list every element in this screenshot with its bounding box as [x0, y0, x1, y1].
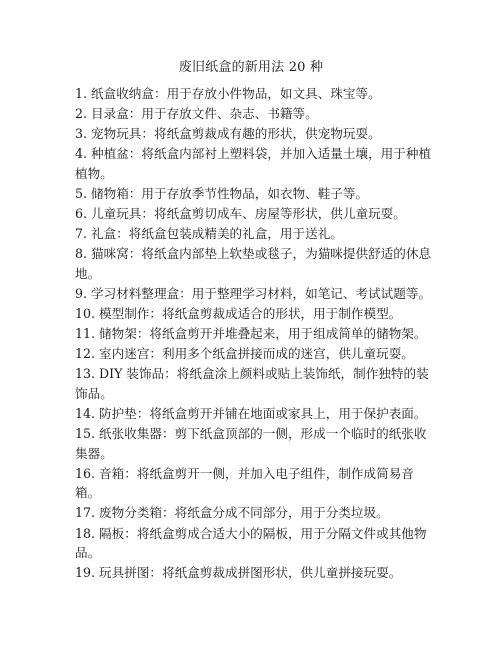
list-item: 11. 储物架：将纸盒剪开并堆叠起来，用于组成简单的储物架。 — [75, 326, 427, 342]
list-item: 8. 猫咪窝：将纸盒内部垫上软垫或毯子，为猫咪提供舒适的休息地。 — [75, 246, 432, 281]
list-item: 10. 模型制作：将纸盒剪裁成适合的形状，用于制作模型。 — [75, 306, 402, 322]
list-item: 13. DIY 装饰品：将纸盒涂上颜料或贴上装饰纸，制作独特的装饰品。 — [75, 366, 429, 401]
list-item: 2. 目录盒：用于存放文件、杂志、书籍等。 — [75, 106, 318, 122]
list-item: 6. 儿童玩具：将纸盒剪切成车、房屋等形状，供儿童玩耍。 — [75, 206, 406, 222]
list-item: 12. 室内迷宫：利用多个纸盒拼接而成的迷宫，供儿童玩耍。 — [75, 346, 414, 362]
list-item: 9. 学习材料整理盒：用于整理学习材料，如笔记、考试试题等。 — [75, 285, 432, 301]
list-item: 5. 储物箱：用于存放季节性物品，如衣物、鞋子等。 — [75, 185, 369, 201]
list-item: 16. 音箱：将纸盒剪开一侧，并加入电子组件，制作成简易音箱。 — [75, 465, 414, 501]
list-item: 14. 防护垫：将纸盒剪开并铺在地面或家具上，用于保护表面。 — [75, 406, 427, 421]
list-item: 1. 纸盒收纳盒：用于存放小件物品，如文具、珠宝等。 — [75, 86, 381, 101]
page-title: 废旧纸盒的新用法 20 种 — [178, 60, 324, 75]
list-item: 18. 隔板：将纸盒剪成合适大小的隔板，用于分隔文件或其他物品。 — [75, 525, 427, 561]
item-list — [75, 84, 437, 583]
list-item: 3. 宠物玩具：将纸盒剪裁成有趣的形状，供宠物玩耍。 — [75, 126, 381, 142]
list-item: 7. 礼盒：将纸盒包装成精美的礼盒，用于送礼。 — [75, 226, 343, 242]
list-item: 4. 种植盆：将纸盒内部衬上塑料袋，并加入适量土壤，用于种植植物。 — [75, 146, 432, 181]
list-item: 15. 纸张收集器：剪下纸盒顶部的一侧，形成一个临时的纸张收集器。 — [75, 426, 427, 461]
list-item: 17. 废物分类箱：将纸盒分成不同部分，用于分类垃圾。 — [75, 505, 389, 521]
list-item: 19. 玩具拼图：将纸盒剪裁成拼图形状，供儿童拼接玩耍。 — [75, 565, 402, 581]
